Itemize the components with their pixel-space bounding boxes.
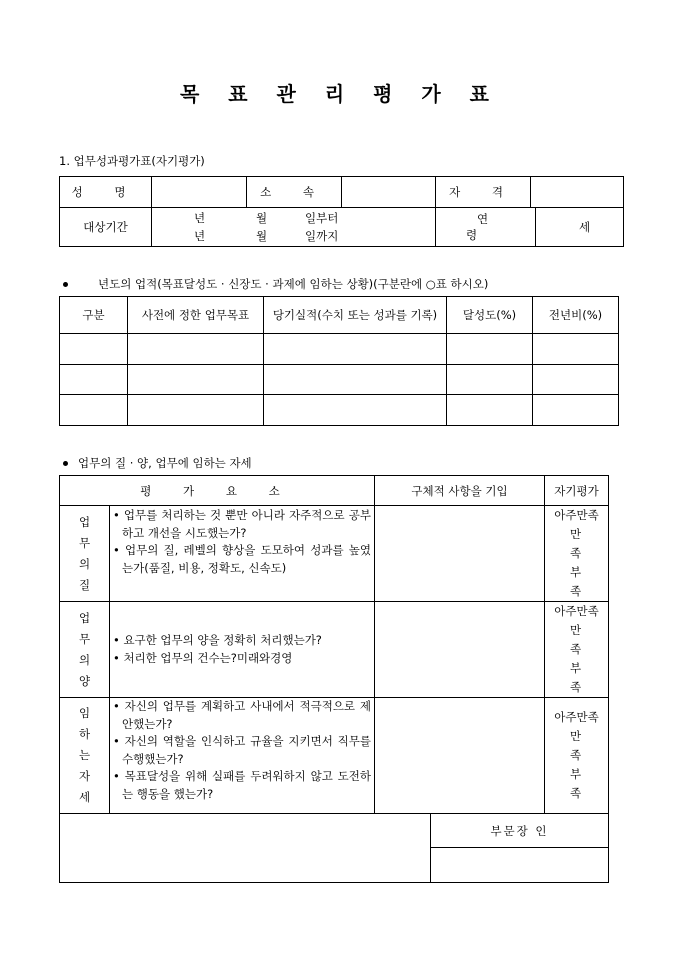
cell[interactable] <box>264 395 447 426</box>
row-category: 임 하 는 자 세 <box>60 698 110 814</box>
period-field[interactable] <box>152 208 436 247</box>
name-field[interactable] <box>152 177 247 208</box>
manager-stamp-field[interactable] <box>431 848 609 883</box>
cell[interactable] <box>128 334 264 365</box>
col-elements: 평 가 요 소 <box>60 476 375 506</box>
eval-item: • 업무의 질, 레벨의 향상을 도모하여 성과를 높였는가(품질, 비용, 정확도, 신속도) <box>113 543 371 575</box>
cell[interactable] <box>128 395 264 426</box>
self-eval-options[interactable]: 아주만족 만 족 부 족 <box>545 698 609 814</box>
eval-item: • 요구한 업무의 양을 정확히 처리했는가? <box>113 633 322 647</box>
row-category: 업 무 의 양 <box>60 602 110 698</box>
name-label: 성 명 <box>60 177 152 208</box>
eval-row-quality <box>60 506 609 602</box>
bullet-icon <box>63 282 68 287</box>
cell[interactable] <box>60 395 128 426</box>
cell[interactable] <box>447 395 533 426</box>
eval-item: • 자신의 업무를 계획하고 사내에서 적극적으로 제안했는가? <box>113 699 371 731</box>
notes-area[interactable] <box>60 814 431 883</box>
age-label: 연 령 <box>436 208 536 247</box>
period-from-day: 일부터 <box>305 211 339 225</box>
self-eval-options[interactable]: 아주만족 만 족 부 족 <box>545 506 609 602</box>
section2-heading: 년도의 업적(목표달성도 · 신장도 · 과제에 임하는 상황)(구분란에 ○표 하시오) <box>63 276 488 292</box>
dept-label: 소 속 <box>247 177 342 208</box>
col-goal: 사전에 정한 업무목표 <box>128 297 264 334</box>
self-eval-options[interactable]: 아주만족 만 족 부 족 <box>545 602 609 698</box>
bullet-icon <box>63 461 68 466</box>
table-row <box>60 334 619 365</box>
row-items <box>110 506 375 602</box>
eval-item: • 목표달성을 위해 실패를 두려워하지 않고 도전하는 행동을 했는가? <box>113 769 371 801</box>
basic-info-table <box>59 176 624 247</box>
period-from-year: 년 <box>194 211 206 225</box>
eval-item: • 처리한 업무의 건수는?미래와경영 <box>113 650 293 665</box>
col-category: 구분 <box>60 297 128 334</box>
manager-label: 부문장 인 <box>431 814 609 848</box>
period-to-day: 일까지 <box>305 229 339 243</box>
dept-field[interactable] <box>342 177 436 208</box>
evaluation-table <box>59 475 609 883</box>
col-self-eval: 자기평가 <box>545 476 609 506</box>
performance-table <box>59 296 619 426</box>
table-row <box>60 395 619 426</box>
details-field[interactable] <box>375 698 545 814</box>
details-field[interactable] <box>375 506 545 602</box>
cell[interactable] <box>128 365 264 395</box>
col-yoy: 전년비(%) <box>533 297 619 334</box>
period-to-year: 년 <box>194 229 206 243</box>
qual-field[interactable] <box>531 177 624 208</box>
period-label: 대상기간 <box>60 208 152 247</box>
period-from-month: 월 <box>256 211 268 225</box>
age-field[interactable]: 세 <box>536 208 624 247</box>
period-to-month: 월 <box>256 229 268 243</box>
col-achievement: 달성도(%) <box>447 297 533 334</box>
cell[interactable] <box>264 365 447 395</box>
cell[interactable] <box>447 334 533 365</box>
cell[interactable] <box>447 365 533 395</box>
table-row <box>60 365 619 395</box>
row-items <box>110 698 375 814</box>
cell[interactable] <box>264 334 447 365</box>
eval-row-attitude <box>60 698 609 814</box>
cell[interactable] <box>60 365 128 395</box>
section3-heading: 업무의 질 · 양, 업무에 임하는 자세 <box>63 455 252 471</box>
qual-label: 자 격 <box>436 177 531 208</box>
cell[interactable] <box>533 395 619 426</box>
row-items <box>110 602 375 698</box>
eval-item: • 업무를 처리하는 것 뿐만 아니라 자주적으로 공부하고 개선을 시도했는가? <box>113 508 371 540</box>
details-field[interactable] <box>375 602 545 698</box>
section1-heading: 1. 업무성과평가표(자기평가) <box>59 154 205 168</box>
row-category: 업 무 의 질 <box>60 506 110 602</box>
cell[interactable] <box>533 334 619 365</box>
cell[interactable] <box>533 365 619 395</box>
eval-row-quantity <box>60 602 609 698</box>
col-result: 당기실적(수치 또는 성과를 기록) <box>264 297 447 334</box>
cell[interactable] <box>60 334 128 365</box>
eval-item: • 자신의 역할을 인식하고 규율을 지키면서 직무를 수행했는가? <box>113 734 371 766</box>
page-title: 목 표 관 리 평 가 표 <box>179 82 501 106</box>
col-details: 구체적 사항을 기입 <box>375 476 545 506</box>
